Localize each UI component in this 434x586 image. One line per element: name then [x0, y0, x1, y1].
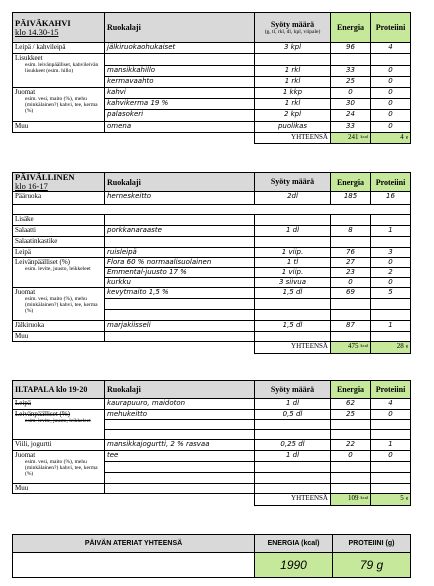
table-row: Leivänpäälliset (%) esim. levite, juusto, leikkeleet mehukeitto 0,5 dl 25 0: [13, 410, 411, 420]
table-row: Juomat esim. vesi, maito (%), mehu (minkälainen?) kahvi, tee, kerma (%) kahvi 1 kkp 0 0: [13, 88, 411, 99]
total-row: YHTEENSÄ 109 kcal 5 g: [13, 494, 411, 506]
summary-energy-label: ENERGIA (kcal): [255, 535, 333, 553]
meal-title: ILTAPALA klo 19-20: [13, 381, 105, 399]
table-row: Muu omena puolikas 33 0: [13, 122, 411, 133]
table-row: Salaatti porkkanaraaste 1 dl 8 1: [13, 226, 411, 237]
table-row: Emmental-juusto 17 % 1 viip. 23 2: [13, 268, 411, 278]
table-row: mansikkahillo 1 rkl 33 0: [13, 66, 411, 77]
table-row: Jälkiruoka marjakiisseli 1,5 dl 87 1: [13, 321, 411, 332]
meal-title: PÄIVÄKAHVI klo 14.30-15: [13, 13, 105, 43]
lunch-table: PÄIVÄLLINEN klo 16-17 Ruokalaji Syöty määrä Energia Proteiini Pääruoka herneskeitto 2dl 185 16 Lisäke Salaatti porkkanaraaste 1 dl 8 1 Salaatinkastike Leipä ruisleipä 1 viip. 76 3 Leivänpäälliset (%) esim. levite, juusto, leikkeleet Flora 60 % normaalisuolainen 1 tl 27 0 Emmental-juusto 17 % 1 viip. 23 2 kurkku 3 siivua 0 0 Juomat esim. vesi, maito (%), mehu (minkälainen?) kahvi, tee, kerma (%) kevytmaito 1,5 % 1,5 dl 69 5 Jälkiruoka marjakiisseli 1,5 dl 87 1 Muu YHTEENSÄ 475 kcal 28 g: [12, 172, 411, 354]
total-row: YHTEENSÄ 241 kcal 4 g: [13, 133, 411, 144]
table-row: palasokeri 2 kpl 24 0: [13, 110, 411, 122]
col-energy: Energia: [331, 13, 371, 43]
table-row: Pääruoka herneskeitto 2dl 185 16: [13, 192, 411, 205]
table-row: Leipä / kahvileipä jälkiruokaohukaiset 3 kpl 96 4: [13, 43, 411, 54]
summary-energy-value: 1990: [255, 553, 333, 578]
table-row: kurkku 3 siivua 0 0: [13, 278, 411, 288]
daily-summary-table: [12, 534, 411, 578]
table-row: Muu: [13, 484, 411, 494]
breakfast-table: [12, 12, 411, 144]
meal-title: PÄIVÄLLINEN klo 16-17: [13, 173, 105, 192]
table-row: Juomat esim. vesi, maito (%), mehu (minkälainen?) kahvi, tee, kerma (%) tee 1 dl 0 0: [13, 451, 411, 462]
table-row: Salaatinkastike: [13, 237, 411, 248]
table-row: Viili, jogurtti mansikkajogurtti, 2 % rasvaa 0,25 dl 22 1: [13, 440, 411, 451]
col-qty: Syöty määrä (g, tl, rkl, dl, kpl, viipale): [255, 13, 331, 43]
table-row: Juomat esim. vesi, maito (%), mehu (minkälainen?) kahvi, tee, kerma (%) kevytmaito 1,5 % 1,5 dl 69 5: [13, 288, 411, 299]
summary-protein-value: 79 g: [333, 553, 411, 578]
table-row: Leivänpäälliset (%) esim. levite, juusto, leikkeleet Flora 60 % normaalisuolainen 1 tl 27 0: [13, 258, 411, 268]
summary-label: PÄIVÄN ATERIAT YHTEENSÄ: [13, 535, 255, 553]
table-row: Leipä kaurapuuro, maidoton 1 dl 62 4: [13, 399, 411, 410]
table-row: Leipä ruisleipä 1 viip. 76 3: [13, 248, 411, 258]
summary-protein-label: PROTEIINI (g): [333, 535, 411, 553]
total-row: YHTEENSÄ 475 kcal 28 g: [13, 342, 411, 354]
col-protein: Proteiini: [371, 13, 411, 43]
col-food: Ruokalaji: [105, 13, 255, 43]
snack-table: ILTAPALA klo 19-20 Ruokalaji Syöty määrä Energia Proteiini Leipä kaurapuuro, maidoton 1 dl 62 4 Leivänpäälliset (%) esim. levite, juusto, leikkeleet mehukeitto 0,5 dl 25 0 Viili, jogurtti mansikkajogurtti, 2 % rasvaa 0,25 dl 22 1 Juomat esim. vesi, maito (%), mehu (minkälainen?) kahvi, tee, kerma (%) tee 1 dl 0 0 Muu YHTEENSÄ 109 kcal 5 g: [12, 380, 411, 506]
table-row: kermavaahto 1 rkl 25 0: [13, 77, 411, 88]
table-row: Lisukkeet esim. leivänpäälliset, kahvileivän lisukkeet (esim. hillo): [13, 54, 411, 66]
table-row: kahvikerma 19 % 1 rkl 30 0: [13, 99, 411, 110]
table-row: Muu: [13, 332, 411, 342]
table-row: Lisäke: [13, 215, 411, 226]
